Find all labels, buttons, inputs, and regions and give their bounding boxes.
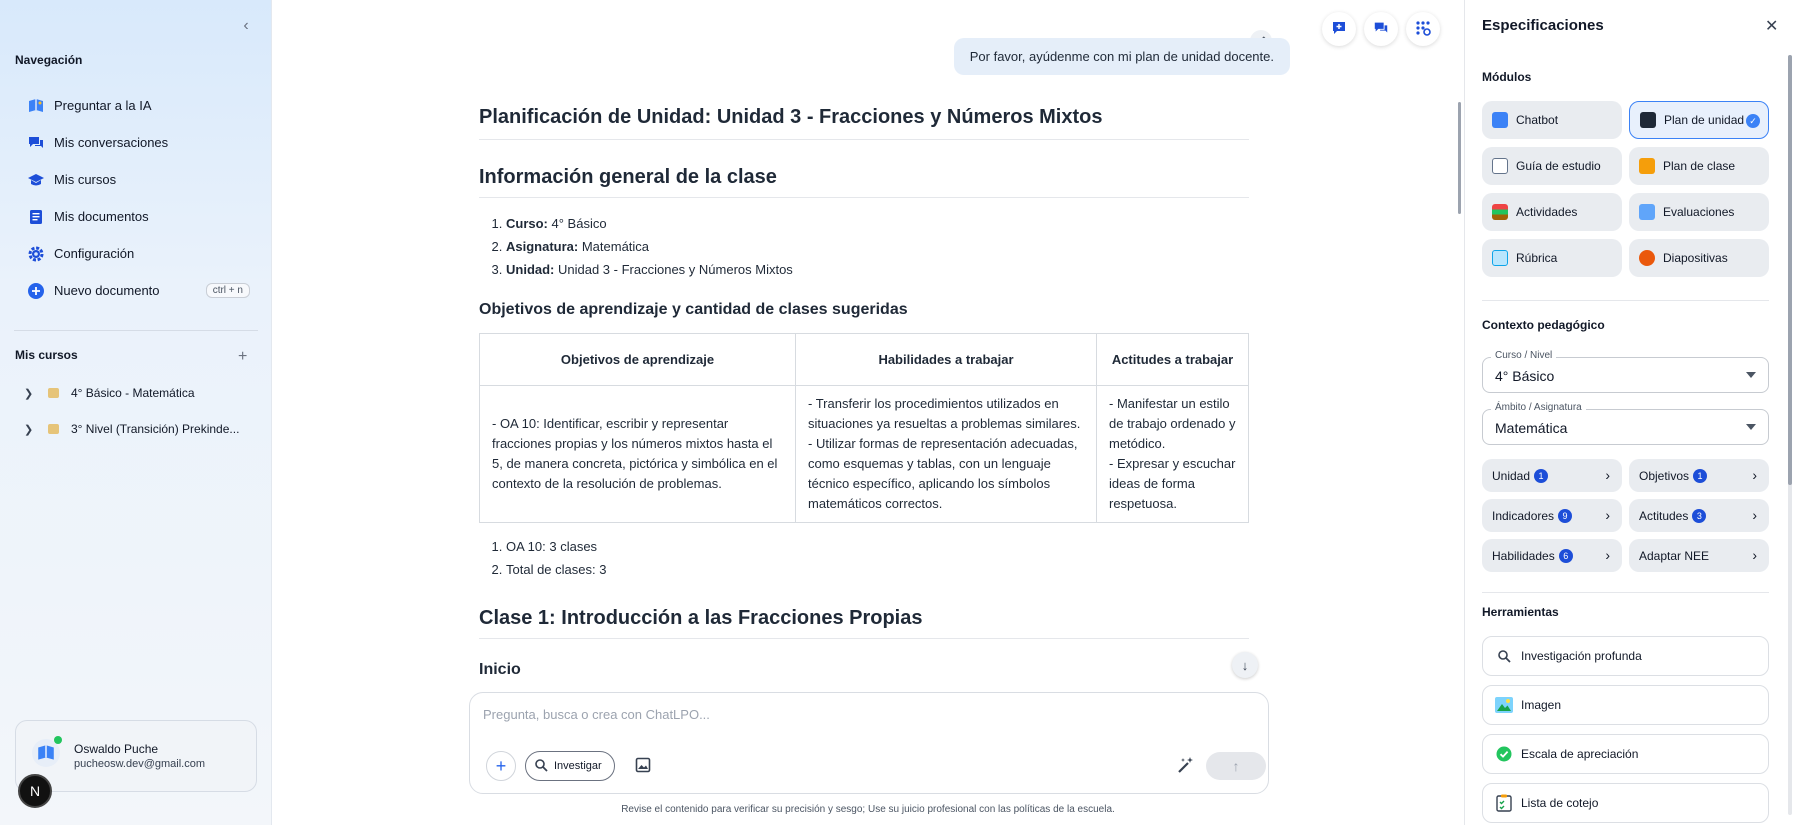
chip-label: Unidad xyxy=(1492,468,1531,483)
check-icon: ✓ xyxy=(1746,114,1760,128)
books-icon xyxy=(1492,204,1508,220)
investigate-toggle[interactable] xyxy=(525,751,615,781)
main-scrollbar[interactable] xyxy=(1458,102,1461,214)
panel-divider xyxy=(1482,300,1769,301)
nav-list xyxy=(14,87,260,309)
user-card[interactable] xyxy=(15,720,257,792)
user-message-bubble: Por favor, ayúdenme con mi plan de unidad docente. xyxy=(954,38,1290,75)
chat-bubbles-icon xyxy=(1373,20,1389,39)
checklist-icon xyxy=(1495,794,1513,812)
course-item[interactable] xyxy=(24,416,254,442)
course-list xyxy=(24,380,254,442)
table-header-row xyxy=(480,334,1249,386)
chip-objectives[interactable] xyxy=(1629,459,1769,492)
chevron-right-icon: › xyxy=(1605,507,1610,523)
subject-select[interactable] xyxy=(1482,402,1769,445)
test-sheet-icon xyxy=(1639,204,1655,220)
top-actions xyxy=(1322,12,1440,46)
chat-bubbles-icon xyxy=(26,133,46,153)
nav-item-label: Nuevo documento xyxy=(54,283,160,298)
module-activities[interactable] xyxy=(1482,193,1622,231)
course-label: 4° Básico - Matemática xyxy=(71,386,195,400)
graduation-cap-icon xyxy=(1640,112,1656,128)
scroll-to-bottom-button[interactable] xyxy=(1232,652,1258,678)
module-label: Plan de unidad xyxy=(1664,113,1745,127)
list-item: 1. OA 10: 3 clases xyxy=(506,535,1249,558)
list-item: 2. Asignatura: Matemática xyxy=(506,235,1249,258)
modules-heading: Módulos xyxy=(1482,70,1532,84)
field-value: 4° Básico xyxy=(1495,368,1555,384)
plus-icon: + xyxy=(495,755,507,776)
course-item[interactable] xyxy=(24,380,254,406)
chip-indicators[interactable] xyxy=(1482,499,1622,532)
disclaimer-text: Revise el contenido para verificar su precisión y sesgo; Use su juicio profesional con las políticas de la escuela. xyxy=(621,804,1115,815)
nav-item-conversations[interactable] xyxy=(14,124,260,161)
module-chatbot[interactable] xyxy=(1482,101,1622,139)
count-badge: 3 xyxy=(1692,509,1706,523)
plus-icon: + xyxy=(238,348,248,365)
chip-label: Objetivos xyxy=(1639,468,1690,483)
tools-list xyxy=(1482,636,1769,825)
course-label: 3° Nivel (Transición) Prekinde... xyxy=(71,422,240,436)
modules-grid xyxy=(1482,101,1769,277)
folder-icon xyxy=(48,388,59,398)
count-badge: 6 xyxy=(1559,549,1573,563)
caret-down-icon xyxy=(1746,424,1756,430)
chip-label: Actitudes xyxy=(1639,508,1689,523)
chip-attitudes[interactable] xyxy=(1629,499,1769,532)
nav-item-documents[interactable] xyxy=(14,198,260,235)
nav-item-courses[interactable] xyxy=(14,161,260,198)
general-info-heading: Información general de la clase xyxy=(479,152,1249,198)
chevron-right-icon: ❯ xyxy=(24,387,34,400)
field-value: Matemática xyxy=(1495,420,1568,436)
gear-icon xyxy=(26,244,46,264)
module-label: Diapositivas xyxy=(1663,251,1728,265)
panel-scrollbar-thumb[interactable] xyxy=(1788,55,1792,485)
navigation-heading: Navegación xyxy=(15,53,83,67)
tool-deep-research[interactable] xyxy=(1482,636,1769,676)
unit-plan-title: Planificación de Unidad: Unidad 3 - Fracciones y Números Mixtos xyxy=(479,92,1249,140)
sidebar-divider xyxy=(14,330,258,331)
table-cell: - Transferir los procedimientos utilizados en situaciones ya resueltas a problemas similares. - Utilizar formas de representación adecuadas, como esquemas y tablas, con un lenguaje técnico específico, aplicando los símbolos matemáticos correctos. xyxy=(796,386,1097,523)
user-email: pucheosw.dev@gmail.com xyxy=(74,758,206,770)
tool-label: Investigación profunda xyxy=(1521,649,1642,663)
nav-item-label: Mis cursos xyxy=(54,172,117,187)
module-label: Actividades xyxy=(1516,205,1578,219)
count-badge: 1 xyxy=(1693,469,1707,483)
specifications-button[interactable] xyxy=(1406,12,1440,46)
chip-adapt-nee[interactable] xyxy=(1629,539,1769,572)
panel-title: Especificaciones xyxy=(1482,17,1604,34)
list-item: 1. Curso: 4° Básico xyxy=(506,212,1249,235)
message-composer xyxy=(469,692,1269,794)
assistant-response xyxy=(479,92,1249,692)
graduation-cap-icon xyxy=(26,170,46,190)
module-label: Rúbrica xyxy=(1516,251,1558,265)
chevron-left-icon: ‹ xyxy=(243,17,249,34)
chevron-right-icon: › xyxy=(1752,547,1757,563)
list-item: 3. Unidad: Unidad 3 - Fracciones y Números Mixtos xyxy=(506,258,1249,281)
count-badge: 1 xyxy=(1534,469,1548,483)
conversations-button[interactable] xyxy=(1364,12,1398,46)
table-cell: - Manifestar un estilo de trabajo ordenado y metódico. - Expresar y escuchar ideas de forma respetuosa. xyxy=(1097,386,1249,523)
module-label: Guía de estudio xyxy=(1516,159,1601,173)
context-heading: Contexto pedagógico xyxy=(1482,318,1605,332)
check-circle-icon xyxy=(1495,745,1513,763)
chip-skills[interactable] xyxy=(1482,539,1622,572)
deep-search-icon xyxy=(534,758,548,775)
clipboard-check-icon xyxy=(1492,250,1508,266)
ai-book-icon xyxy=(1492,112,1508,128)
module-evaluations[interactable] xyxy=(1629,193,1769,231)
presentation-icon xyxy=(1639,250,1655,266)
list-item: 2. Total de clases: 3 xyxy=(506,558,1249,581)
chevron-right-icon: › xyxy=(1605,547,1610,563)
field-label: Ámbito / Asignatura xyxy=(1491,402,1586,413)
table-row xyxy=(480,386,1249,523)
plus-circle-icon xyxy=(26,281,46,301)
user-name: Oswaldo Puche xyxy=(74,742,159,756)
online-status-dot xyxy=(54,736,62,744)
module-study-guide[interactable] xyxy=(1482,147,1622,185)
inicio-heading: Inicio xyxy=(479,661,521,678)
panel-divider xyxy=(1482,592,1769,593)
image-icon xyxy=(635,757,651,776)
folder-icon xyxy=(48,424,59,434)
table-cell: - OA 10: Identificar, escribir y representar fracciones propias y los números mixtos hasta el 5, de manera concreta, pictórica y simbólica en el contexto de la resolución de problemas. xyxy=(480,386,796,523)
chevron-right-icon: › xyxy=(1752,507,1757,523)
tool-label: Imagen xyxy=(1521,698,1562,712)
new-chat-button[interactable] xyxy=(1322,12,1356,46)
nav-item-new-document[interactable] xyxy=(14,272,260,309)
module-rubric[interactable] xyxy=(1482,239,1622,277)
arrow-up-icon: ↑ xyxy=(1232,758,1240,774)
close-icon: ✕ xyxy=(1765,18,1779,35)
tool-checklist[interactable] xyxy=(1482,783,1769,823)
classes-list xyxy=(506,535,1249,581)
nav-item-label: Configuración xyxy=(54,246,135,261)
context-chips xyxy=(1482,459,1769,572)
module-label: Evaluaciones xyxy=(1663,205,1735,219)
image-icon xyxy=(1495,696,1513,714)
tool-label: Lista de cotejo xyxy=(1521,796,1599,810)
field-label: Curso / Nivel xyxy=(1491,350,1556,361)
chip-unit[interactable] xyxy=(1482,459,1622,492)
tool-appreciation-scale[interactable] xyxy=(1482,734,1769,774)
magic-wand-icon xyxy=(1177,756,1195,777)
grid-settings-icon xyxy=(1415,20,1431,39)
enhance-prompt-button[interactable] xyxy=(1175,755,1197,777)
tool-image[interactable] xyxy=(1482,685,1769,725)
prompt-input[interactable] xyxy=(483,707,1243,722)
module-class-plan[interactable] xyxy=(1629,147,1769,185)
tool-label: Escala de apreciación xyxy=(1521,747,1639,761)
investigate-label: Investigar xyxy=(554,760,602,772)
deep-search-icon xyxy=(1495,647,1513,665)
module-label: Chatbot xyxy=(1516,113,1559,127)
nav-item-label: Mis documentos xyxy=(54,209,149,224)
courses-heading: Mis cursos xyxy=(15,348,78,362)
module-label: Plan de clase xyxy=(1663,159,1736,173)
collapse-sidebar-button[interactable] xyxy=(236,16,256,36)
chip-label: Habilidades xyxy=(1492,548,1555,563)
chevron-right-icon: › xyxy=(1605,467,1610,483)
module-slides[interactable] xyxy=(1629,239,1769,277)
table-header: Actitudes a trabajar xyxy=(1097,334,1249,386)
close-panel-button[interactable] xyxy=(1765,16,1778,36)
arrow-down-icon: ↓ xyxy=(1241,657,1249,673)
chevron-right-icon: › xyxy=(1752,467,1757,483)
chat-plus-icon xyxy=(1331,20,1347,39)
main-area xyxy=(272,0,1464,825)
objectives-heading: Objetivos de aprendizaje y cantidad de clases sugeridas xyxy=(479,301,908,318)
table-header: Habilidades a trabajar xyxy=(796,334,1097,386)
class-1-heading: Clase 1: Introducción a las Fracciones Propias xyxy=(479,593,1249,639)
caret-down-icon xyxy=(1746,372,1756,378)
left-sidebar xyxy=(0,0,272,825)
chip-label: Adaptar NEE xyxy=(1639,548,1710,563)
general-info-list xyxy=(506,212,1249,281)
specifications-panel xyxy=(1464,0,1794,825)
nav-item-label: Mis conversaciones xyxy=(54,135,169,150)
count-badge: 9 xyxy=(1558,509,1572,523)
ai-book-icon xyxy=(26,96,46,116)
document-icon xyxy=(26,207,46,227)
notebook-icon xyxy=(1492,158,1508,174)
nav-item-ask-ai[interactable] xyxy=(14,87,260,124)
objectives-table xyxy=(479,333,1249,523)
nav-item-settings[interactable] xyxy=(14,235,260,272)
chevron-right-icon: ❯ xyxy=(24,423,34,436)
shortcut-hint: ctrl + n xyxy=(206,283,250,298)
add-course-button[interactable] xyxy=(238,348,247,366)
tools-heading: Herramientas xyxy=(1482,605,1559,619)
attach-button[interactable] xyxy=(486,751,516,781)
send-button[interactable] xyxy=(1206,752,1266,780)
nav-item-label: Preguntar a la IA xyxy=(54,98,152,113)
dev-badge[interactable]: N xyxy=(18,774,52,808)
course-level-select[interactable] xyxy=(1482,350,1769,393)
chip-label: Indicadores xyxy=(1492,508,1555,523)
module-unit-plan[interactable] xyxy=(1629,101,1769,139)
clipboard-icon xyxy=(1639,158,1655,174)
table-header: Objetivos de aprendizaje xyxy=(480,334,796,386)
image-upload-button[interactable] xyxy=(632,755,654,777)
